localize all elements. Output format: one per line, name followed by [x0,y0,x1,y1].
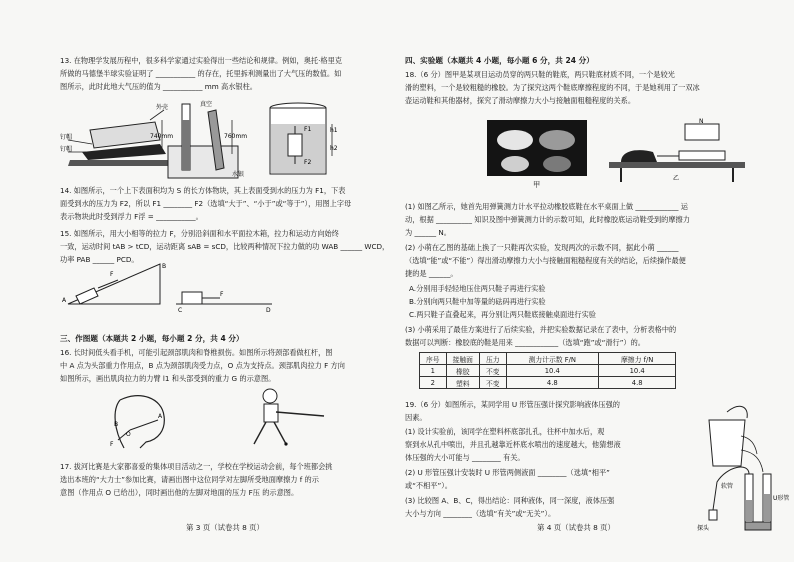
q18-option-a: A.分别用手轻轻地压住两只鞋子再进行实验 [409,284,546,293]
buoyancy-figure [262,98,342,182]
probe-label: 探头 [697,525,710,532]
torricelli-figure [150,98,250,180]
mercury-label: 水银 [232,171,245,178]
table-row [420,365,676,377]
left-page-footer: 第 3 页（试卷共 8 页） [186,523,264,532]
table-row [420,377,676,389]
perforated-cup [709,420,745,466]
tube-label: 软管 [721,483,734,490]
q16-line-2: 中 A 点为头部重力作用点，B 点为颈部肌肉受力点，O 点为支持点。颈部肌肉拉力 F 方向 [60,361,345,370]
table-cell: 不变 [479,377,506,389]
incline-figure [60,258,280,314]
point-b-label: B [162,263,167,270]
muscle-force-label: F [110,441,114,448]
q19-part3-line-1: (3) 比较图 A、B、C，得出结论：同种液体，同一深度，液体压强 [405,496,615,505]
incline-box [76,288,98,304]
spring-scale-setup [607,118,747,182]
q18-line-2: 滑的塑料，一个是较粗糙的橡胶。为了探究这两个鞋底摩擦程度的不同，于是她利用了一双冰 [405,83,700,92]
q18-part1-line-2: 动，根据 __________ 知识及图中弹簧测力计的示数可知，此时橡胶底运动鞋受到的摩擦力 [405,215,690,224]
q18-part1-line-3: 为 ______ N。 [405,228,451,237]
section-4-heading: 四、实验题（本题共 4 小题，每小题 6 分，共 24 分） [405,56,594,65]
q13-line-3: 图所示，此时此地大气压的值为 ___________ mm 高水银柱。 [60,82,257,91]
table-header-cell: 接触面 [446,353,479,365]
shoe-on-table [621,150,657,162]
depth-h2-label: h2 [330,145,338,152]
table-header-cell: 序号 [420,353,447,365]
point-c-label: C [178,307,183,314]
table-header-cell: 压力 [479,353,506,365]
figure-yi-label: 乙 [673,175,680,182]
point-b-neck-label: B [114,421,119,428]
tug-rope [276,412,324,416]
u-tube-label: U形管 [773,495,790,502]
friction-data-table [419,352,676,389]
stapler-label-pin: 钉帽 [60,146,73,153]
shoe-soles-photo [487,120,587,176]
player-head [263,389,277,403]
pressure-experiment-figure [687,400,790,540]
table-cell: 1 [420,365,447,377]
q14-line-1: 14. 如图所示，一个上下表面积均为 S 的长方体物块，其上表面受到水的压力为 F1，下表 [60,186,346,195]
pivot-o-label: O [126,431,131,438]
table-cell: 10.4 [599,365,676,377]
table-header-cell: 测力计示数 F/N [506,353,598,365]
q17-line-2: 选出本班的“大力士”参加比赛，请画出图中这位同学对左脚所受地面摩擦力 f 的示 [60,475,319,484]
q13-line-2: 所做的马德堡半球实验证明了 ___________ 的存在，托里拆利测量出了大气压的数值。如 [60,69,342,78]
mercury-column-1 [182,120,190,170]
point-a-head-label: A [158,413,163,420]
point-d-label: D [266,307,271,314]
q19-part1-line-3: 体压强的大小可能与 ________ 有关。 [405,453,525,462]
q16-line-1: 16. 长时间低头看手机，可能引起颈部肌肉和脊椎损伤。如图所示将颈部看做杠杆，图 [60,348,333,357]
q13-line-1: 13. 在物理学发展历程中，很多科学家通过实验得出一些结论和规律。例如，奥托·格里克 [60,56,342,65]
q19-part1-line-1: (1) 设计实验前，该同学在塑料杯底部扎孔，往杯中加水后，观 [405,427,605,436]
figure-jia-label: 甲 [533,180,541,189]
table-cell: 橡胶 [446,365,479,377]
q18-line-3: 壶运动鞋和其他器材，探究了滑动摩擦力大小与接触面粗糙程度的关系。 [405,96,636,105]
table-cell: 10.4 [506,365,598,377]
stapler-label-shell: 外壳 [156,104,169,111]
q18-line-1: 18.（6 分）图甲是某项目运动员穿的两只鞋的鞋底，两只鞋底材质不同，一个是较光 [405,70,675,79]
floating-block [288,134,302,156]
mercury-dish [168,146,238,178]
q18-part2-line-3: 捷的是 ______。 [405,269,458,278]
q19-part2-line-1: (2) U 形管压强计安装时 U 形管两侧液面 ________（选填“相平” [405,468,610,477]
height-760-label: 760mm [224,133,248,140]
section-3-heading: 三、作图题（本题共 2 小题，每小题 2 分，共 4 分） [60,334,244,343]
depth-h1-label: h1 [330,127,338,134]
q18-part3-line-2: 数据可以判断：橡胶底的鞋是用来 ____________（选填“跑”或“滑行”）的。 [405,338,645,347]
q18-part1-line-1: (1) 如图乙所示，她首先用弹簧测力计水平拉动橡胶底鞋在水平桌面上做 ____________ 运 [405,202,688,211]
q18-part3-line-1: (3) 小萌采用了最佳方案进行了后续实验，并把实验数据记录在了表中，分析表格中的 [405,325,677,334]
scale-dial-zoom [685,124,719,140]
right-page-footer: 第 4 页（试卷共 8 页） [537,523,615,532]
incline-force-label: F [110,271,114,278]
q16-line-3: 如图所示，画出肌肉拉力的力臂 l1 和头部受到的重力 G 的示意图。 [60,374,276,383]
q14-line-3: 表示物块此时受到浮力 F浮 = ___________。 [60,212,203,221]
tug-of-war-figure [240,386,330,450]
spring-scale [679,151,725,160]
q19-line-2: 因素。 [405,413,427,422]
table-top [609,162,745,168]
q15-line-1: 15. 如图所示，用大小相等的拉力 F，分别沿斜面和水平面拉木箱，拉力和运动方向始终 [60,229,339,238]
table-cell: 4.8 [599,377,676,389]
force-f2-label: F2 [304,159,312,166]
point-a-label: A [62,297,67,304]
table-cell: 4.8 [506,377,598,389]
table-header-row [420,353,676,365]
player-body [264,404,278,422]
q18-part2-line-2: （选填“能”或“不能”）得出滑动摩擦力大小与接触面粗糙程度有关的结论，后续操作最便 [405,256,686,265]
q17-line-3: 意图（作用点 O 已给出），同时画出他的左脚对地面的压力 F压 的示意图。 [60,488,299,497]
q19-part2-line-2: 或“不相平”）。 [405,481,452,490]
table-cell: 2 [420,377,447,389]
force-f1-label: F1 [304,126,312,133]
q17-line-1: 17. 拔河比赛是大家都喜爱的集体项目活动之一，学校在学校运动会前，每个班都会挑 [60,462,333,471]
newton-unit-label: N [699,118,704,125]
right-page [397,0,794,562]
q19-part3-line-2: 大小与方向 ________（选填“有关”或“无关”）。 [405,509,556,518]
table-header-cell: 摩擦力 f/N [599,353,676,365]
table-cell: 塑料 [446,377,479,389]
floor-force-label: F [220,291,224,298]
q18-option-c: C.两只鞋子直叠起来，再分别让两只鞋底接触桌面进行实验 [409,310,596,319]
floor-box [182,292,202,304]
q14-line-2: 面受到水的压力为 F2，所以 F1 ________ F2（选填“大于”、“小于”或“等于”），用图上字母 [60,199,352,208]
vacuum-label: 真空 [200,101,213,108]
q19-line-1: 19.（6 分）如图所示，某同学用 U 形管压强计探究影响液体压强的 [405,400,620,409]
head-outline [120,396,164,448]
height-740-label: 740mm [150,133,174,140]
q18-part2-line-1: (2) 小萌在乙图的基础上换了一只鞋再次实验，发现两次的示数不同，据此小萌 ______ [405,243,679,252]
q19-part1-line-2: 察到水从孔中喷出，并且孔越靠近杯底水喷出的速度越大，他猜想液 [405,440,621,449]
stapler-label-cap: 钉帽 [60,134,73,141]
q15-line-2: 一致，运动时间 tAB > tCD，运动距离 sAB = sCD，比较两种情况下拉力做的功 WAB ______ WCD， [60,242,390,251]
neck-lever-figure [100,390,190,450]
table-cell: 不变 [479,365,506,377]
q15-line-3: 功率 PAB ______ PCD。 [60,255,139,264]
q18-option-b: B.分别向两只鞋中加等量的砝码再进行实验 [409,297,546,306]
probe-head [709,510,717,520]
